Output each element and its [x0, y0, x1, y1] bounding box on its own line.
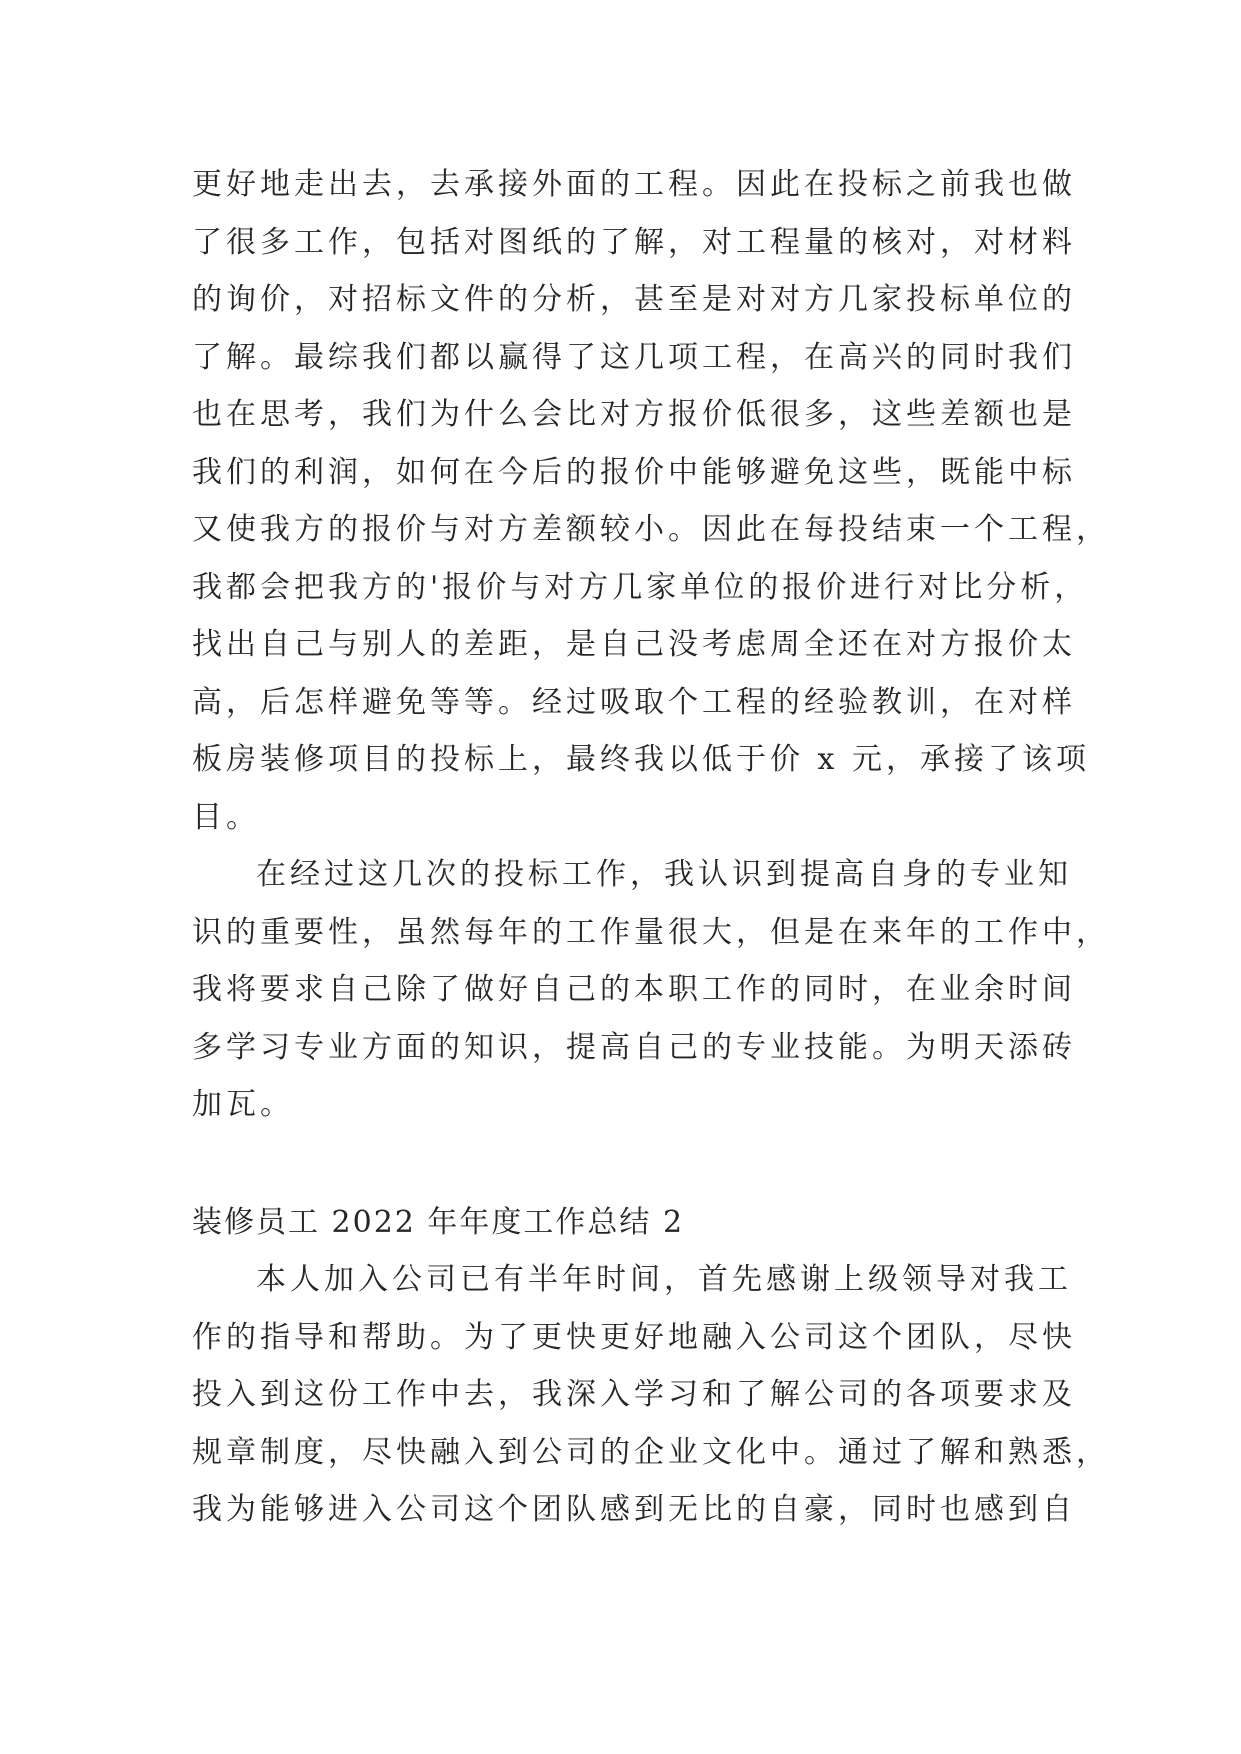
paragraph-continuation: [192, 156, 1110, 846]
text-line: 更好地走出去，去承接外面的工程。因此在投标之前我也做: [192, 167, 1076, 202]
text-line: 在经过这几次的投标工作，我认识到提高自身的专业知: [256, 857, 1072, 892]
text-line: 我为能够进入公司这个团队感到无比的自豪，同时也感到自: [192, 1492, 1076, 1527]
text-line: 识的重要性，虽然每年的工作量很大，但是在来年的工作中，: [192, 914, 1110, 950]
text-line: 加瓦。: [192, 1087, 294, 1122]
section-heading: 装修员工 2022 年年度工作总结 2: [192, 1204, 685, 1240]
text-line: 多学习专业方面的知识，提高自己的专业技能。为明天添砖: [192, 1029, 1076, 1065]
section-gap: [192, 1134, 1062, 1194]
text-line: 投入到这份工作中去，我深入学习和了解公司的各项要求及: [192, 1377, 1076, 1412]
text-line: 高，后怎样避免等等。经过吸取个工程的经验教训，在对样: [192, 684, 1076, 720]
paragraph-conclusion: [192, 846, 1110, 1134]
text-line: 目。: [192, 799, 260, 835]
text-line: 了解。最综我们都以赢得了这几项工程，在高兴的同时我们: [192, 339, 1076, 375]
text-line: 了很多工作，包括对图纸的了解，对工程量的核对，对材料: [192, 224, 1076, 260]
text-line: 找出自己与别人的差距，是自己没考虑周全还在对方报价太: [192, 627, 1076, 662]
text-line: 又使我方的报价与对方差额较小。因此在每投结束一个工程，: [192, 512, 1110, 547]
text-line: 我都会把我方的'报价与对方几家单位的报价进行对比分析，: [192, 569, 1089, 605]
text-line: 规章制度，尽快融入到公司的企业文化中。通过了解和熟悉，: [192, 1434, 1110, 1470]
text-line: 板房装修项目的投标上，最终我以低于价 x 元，承接了该项: [192, 742, 1090, 777]
paragraph-intro: [192, 1251, 1110, 1539]
text-line: 也在思考，我们为什么会比对方报价低很多，这些差额也是: [192, 397, 1076, 432]
text-line: 我将要求自己除了做好自己的本职工作的同时，在业余时间: [192, 972, 1076, 1007]
text-line: 作的指导和帮助。为了更快更好地融入公司这个团队，尽快: [192, 1319, 1076, 1355]
text-line: 的询价，对招标文件的分析，甚至是对对方几家投标单位的: [192, 282, 1076, 317]
text-line: 我们的利润，如何在今后的报价中能够避免这些，既能中标: [192, 454, 1076, 490]
document-body: [192, 156, 1110, 1539]
text-line: 本人加入公司已有半年时间，首先感谢上级领导对我工: [256, 1262, 1072, 1297]
